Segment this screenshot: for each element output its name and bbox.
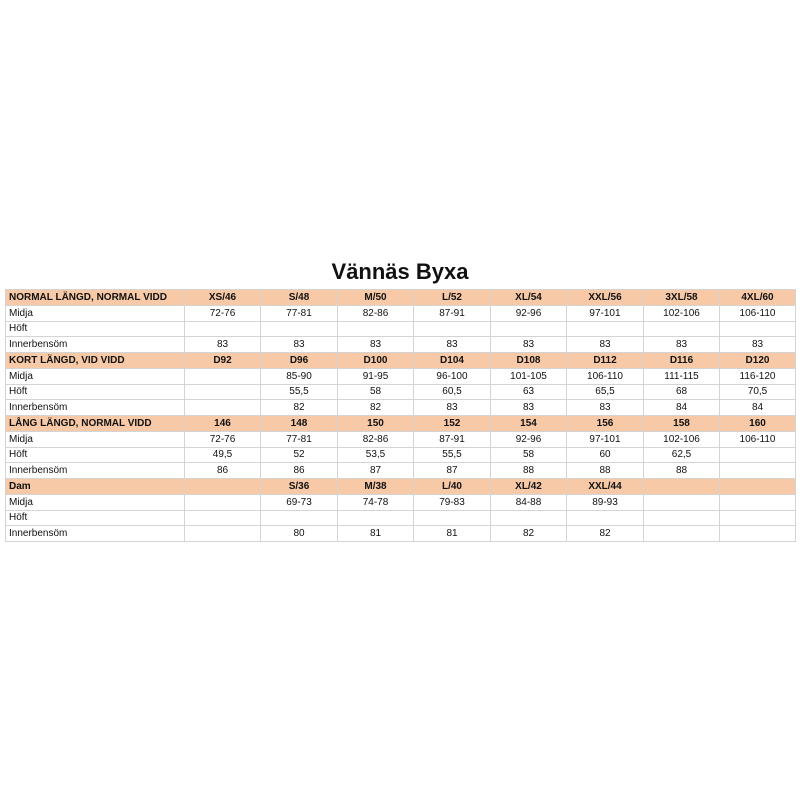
size-header-cell: L/40 bbox=[414, 479, 491, 495]
measurement-cell: 83 bbox=[567, 400, 644, 416]
size-header-cell bbox=[720, 479, 796, 495]
measurement-cell: 92-96 bbox=[491, 305, 567, 321]
measurement-label: Innerbensöm bbox=[6, 337, 185, 353]
measurement-cell: 83 bbox=[185, 337, 261, 353]
table-row bbox=[6, 337, 796, 353]
measurement-cell: 83 bbox=[491, 400, 567, 416]
measurement-cell: 87 bbox=[338, 463, 414, 479]
measurement-cell: 97-101 bbox=[567, 305, 644, 321]
measurement-cell bbox=[720, 510, 796, 526]
size-header-cell: D100 bbox=[338, 353, 414, 369]
measurement-cell: 69-73 bbox=[261, 494, 338, 510]
table-row bbox=[6, 494, 796, 510]
measurement-cell: 82 bbox=[491, 526, 567, 542]
measurement-cell: 65,5 bbox=[567, 384, 644, 400]
measurement-cell: 55,5 bbox=[414, 447, 491, 463]
measurement-cell: 68 bbox=[644, 384, 720, 400]
measurement-cell: 83 bbox=[491, 337, 567, 353]
measurement-label: Midja bbox=[6, 431, 185, 447]
measurement-cell bbox=[644, 526, 720, 542]
size-header-cell: 160 bbox=[720, 416, 796, 432]
size-header-cell: XL/42 bbox=[491, 479, 567, 495]
measurement-label: Höft bbox=[6, 510, 185, 526]
section-title: NORMAL LÄNGD, NORMAL VIDD bbox=[6, 290, 185, 306]
measurement-cell: 87-91 bbox=[414, 431, 491, 447]
measurement-label: Midja bbox=[6, 494, 185, 510]
measurement-cell: 89-93 bbox=[567, 494, 644, 510]
measurement-cell bbox=[185, 384, 261, 400]
measurement-cell: 81 bbox=[414, 526, 491, 542]
section-title: KORT LÄNGD, VID VIDD bbox=[6, 353, 185, 369]
measurement-cell: 83 bbox=[644, 337, 720, 353]
measurement-cell bbox=[261, 321, 338, 337]
size-header-cell bbox=[644, 479, 720, 495]
section-header-row bbox=[6, 290, 796, 306]
measurement-cell: 80 bbox=[261, 526, 338, 542]
size-header-cell: D92 bbox=[185, 353, 261, 369]
measurement-cell: 86 bbox=[261, 463, 338, 479]
measurement-label: Höft bbox=[6, 384, 185, 400]
size-header-cell: S/36 bbox=[261, 479, 338, 495]
table-row bbox=[6, 431, 796, 447]
measurement-cell: 83 bbox=[414, 337, 491, 353]
measurement-cell: 74-78 bbox=[338, 494, 414, 510]
size-header-cell: M/38 bbox=[338, 479, 414, 495]
measurement-cell: 60,5 bbox=[414, 384, 491, 400]
measurement-cell: 85-90 bbox=[261, 368, 338, 384]
measurement-cell bbox=[414, 510, 491, 526]
measurement-cell: 82 bbox=[338, 400, 414, 416]
size-header-cell: 146 bbox=[185, 416, 261, 432]
measurement-cell: 70,5 bbox=[720, 384, 796, 400]
measurement-cell: 62,5 bbox=[644, 447, 720, 463]
size-header-cell: XL/54 bbox=[491, 290, 567, 306]
measurement-cell: 79-83 bbox=[414, 494, 491, 510]
measurement-cell bbox=[185, 494, 261, 510]
measurement-cell: 111-115 bbox=[644, 368, 720, 384]
measurement-cell: 106-110 bbox=[720, 431, 796, 447]
measurement-label: Innerbensöm bbox=[6, 400, 185, 416]
measurement-cell: 58 bbox=[491, 447, 567, 463]
measurement-cell: 82-86 bbox=[338, 431, 414, 447]
measurement-cell: 83 bbox=[567, 337, 644, 353]
measurement-cell: 77-81 bbox=[261, 431, 338, 447]
measurement-cell: 97-101 bbox=[567, 431, 644, 447]
measurement-cell: 84 bbox=[720, 400, 796, 416]
size-header-cell: L/52 bbox=[414, 290, 491, 306]
measurement-label: Höft bbox=[6, 321, 185, 337]
size-header-cell: D96 bbox=[261, 353, 338, 369]
measurement-cell bbox=[720, 447, 796, 463]
size-header-cell: S/48 bbox=[261, 290, 338, 306]
table-row bbox=[6, 321, 796, 337]
measurement-cell: 81 bbox=[338, 526, 414, 542]
table-row bbox=[6, 305, 796, 321]
measurement-cell bbox=[567, 510, 644, 526]
measurement-cell bbox=[720, 463, 796, 479]
measurement-cell bbox=[261, 510, 338, 526]
measurement-cell bbox=[185, 526, 261, 542]
measurement-label: Midja bbox=[6, 368, 185, 384]
measurement-cell: 82 bbox=[567, 526, 644, 542]
size-header-cell: M/50 bbox=[338, 290, 414, 306]
measurement-cell: 53,5 bbox=[338, 447, 414, 463]
section-header-row bbox=[6, 353, 796, 369]
table-row bbox=[6, 400, 796, 416]
measurement-cell: 91-95 bbox=[338, 368, 414, 384]
measurement-label: Midja bbox=[6, 305, 185, 321]
section-header-row bbox=[6, 479, 796, 495]
measurement-label: Innerbensöm bbox=[6, 463, 185, 479]
measurement-cell: 87 bbox=[414, 463, 491, 479]
measurement-cell: 83 bbox=[414, 400, 491, 416]
size-header-cell: D120 bbox=[720, 353, 796, 369]
measurement-cell: 86 bbox=[185, 463, 261, 479]
measurement-cell bbox=[567, 321, 644, 337]
measurement-cell: 87-91 bbox=[414, 305, 491, 321]
measurement-cell: 83 bbox=[720, 337, 796, 353]
table-row bbox=[6, 526, 796, 542]
size-header-cell: D112 bbox=[567, 353, 644, 369]
measurement-cell: 83 bbox=[261, 337, 338, 353]
measurement-cell bbox=[185, 510, 261, 526]
size-header-cell: 154 bbox=[491, 416, 567, 432]
measurement-cell bbox=[185, 368, 261, 384]
measurement-cell: 92-96 bbox=[491, 431, 567, 447]
measurement-cell bbox=[414, 321, 491, 337]
measurement-cell: 82-86 bbox=[338, 305, 414, 321]
measurement-cell: 82 bbox=[261, 400, 338, 416]
measurement-cell: 102-106 bbox=[644, 305, 720, 321]
measurement-cell: 84 bbox=[644, 400, 720, 416]
measurement-cell bbox=[338, 321, 414, 337]
size-header-cell: 148 bbox=[261, 416, 338, 432]
size-header-cell: 3XL/58 bbox=[644, 290, 720, 306]
size-header-cell bbox=[185, 479, 261, 495]
size-header-cell: 156 bbox=[567, 416, 644, 432]
page-title: Vännäs Byxa bbox=[331, 259, 469, 284]
measurement-cell: 63 bbox=[491, 384, 567, 400]
section-title: Dam bbox=[6, 479, 185, 495]
measurement-cell: 83 bbox=[338, 337, 414, 353]
measurement-cell: 49,5 bbox=[185, 447, 261, 463]
section-header-row bbox=[6, 416, 796, 432]
size-header-cell: D108 bbox=[491, 353, 567, 369]
measurement-label: Innerbensöm bbox=[6, 526, 185, 542]
size-header-cell: XS/46 bbox=[185, 290, 261, 306]
measurement-cell bbox=[185, 321, 261, 337]
measurement-cell: 116-120 bbox=[720, 368, 796, 384]
measurement-cell bbox=[720, 526, 796, 542]
measurement-cell: 88 bbox=[644, 463, 720, 479]
measurement-cell bbox=[338, 510, 414, 526]
measurement-cell: 106-110 bbox=[567, 368, 644, 384]
measurement-cell bbox=[720, 494, 796, 510]
measurement-cell: 52 bbox=[261, 447, 338, 463]
measurement-cell: 106-110 bbox=[720, 305, 796, 321]
table-row bbox=[6, 368, 796, 384]
table-row bbox=[6, 463, 796, 479]
size-header-cell: D116 bbox=[644, 353, 720, 369]
measurement-cell: 55,5 bbox=[261, 384, 338, 400]
measurement-cell bbox=[491, 510, 567, 526]
measurement-cell bbox=[720, 321, 796, 337]
size-header-cell: 4XL/60 bbox=[720, 290, 796, 306]
size-header-cell: XXL/56 bbox=[567, 290, 644, 306]
table-row bbox=[6, 510, 796, 526]
measurement-cell: 102-106 bbox=[644, 431, 720, 447]
size-chart-table bbox=[5, 289, 796, 542]
measurement-cell bbox=[644, 321, 720, 337]
measurement-cell: 88 bbox=[567, 463, 644, 479]
measurement-cell: 88 bbox=[491, 463, 567, 479]
measurement-cell: 58 bbox=[338, 384, 414, 400]
measurement-cell bbox=[185, 400, 261, 416]
measurement-cell bbox=[644, 510, 720, 526]
table-row bbox=[6, 384, 796, 400]
measurement-cell: 60 bbox=[567, 447, 644, 463]
size-header-cell: 152 bbox=[414, 416, 491, 432]
size-header-cell: XXL/44 bbox=[567, 479, 644, 495]
section-title: LÅNG LÄNGD, NORMAL VIDD bbox=[6, 416, 185, 432]
size-header-cell: 158 bbox=[644, 416, 720, 432]
measurement-label: Höft bbox=[6, 447, 185, 463]
measurement-cell bbox=[644, 494, 720, 510]
measurement-cell: 96-100 bbox=[414, 368, 491, 384]
measurement-cell: 101-105 bbox=[491, 368, 567, 384]
measurement-cell bbox=[491, 321, 567, 337]
measurement-cell: 77-81 bbox=[261, 305, 338, 321]
measurement-cell: 84-88 bbox=[491, 494, 567, 510]
size-header-cell: D104 bbox=[414, 353, 491, 369]
measurement-cell: 72-76 bbox=[185, 431, 261, 447]
size-header-cell: 150 bbox=[338, 416, 414, 432]
measurement-cell: 72-76 bbox=[185, 305, 261, 321]
table-row bbox=[6, 447, 796, 463]
